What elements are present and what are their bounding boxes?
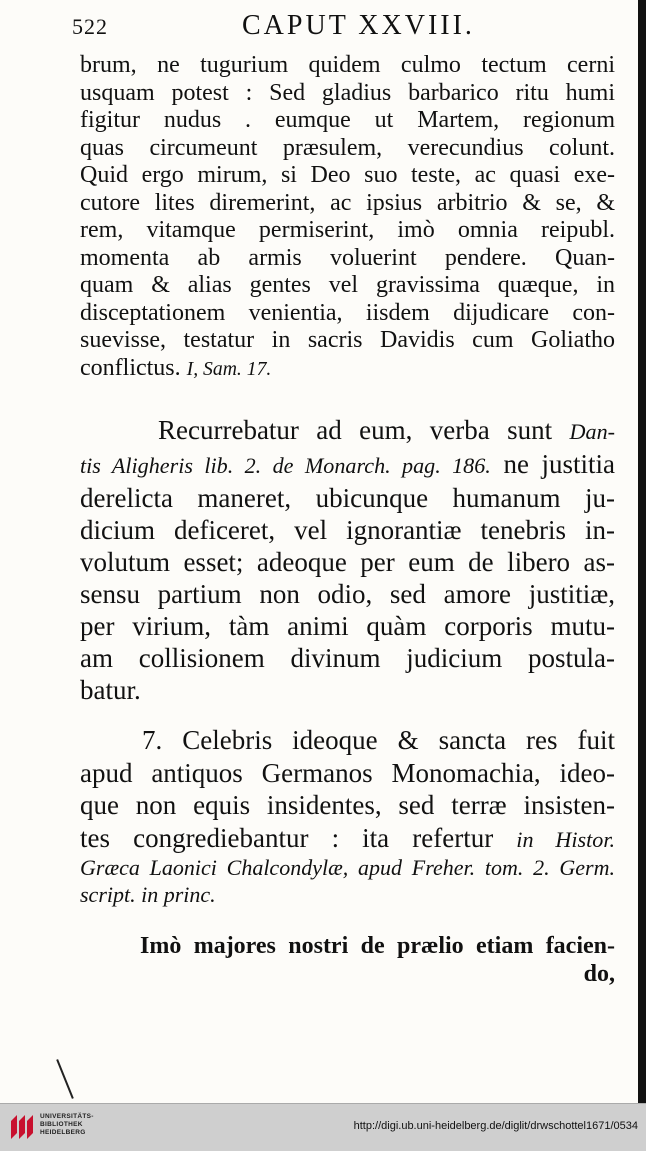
- text-line: Imò majores nostri de prælio etiam facien-: [140, 933, 615, 959]
- text-line: que non equis insidentes, sed terræ insisten-: [80, 790, 615, 820]
- citation-line: script. in princ.: [80, 882, 216, 907]
- page-number: 522: [72, 14, 108, 39]
- footer-bar: [0, 1103, 646, 1151]
- text-line: quas circumeunt præsulem, verecundius colunt.: [80, 134, 615, 161]
- catchword: do,: [583, 961, 615, 987]
- citation: Dan-: [569, 419, 616, 444]
- text-line: cutore lites diremerint, ac ipsius arbitrio & se, &: [80, 189, 615, 216]
- scan-edge-shadow: [638, 0, 646, 1103]
- running-head: CAPUT XXVIII.: [242, 10, 475, 41]
- line-text: conflictus.: [80, 354, 181, 381]
- text-line: [80, 448, 615, 482]
- text-line: dicium deficeret, vel ignorantiæ tenebris in-: [80, 515, 615, 545]
- text-line: quam & alias gentes vel gravissima quæque, in: [80, 272, 615, 298]
- text-line: brum, ne tugurium quidem culmo tectum cerni: [80, 52, 615, 78]
- text-line: figitur nudus . eumque ut Martem, regionum: [80, 107, 615, 133]
- citation: in Histor.: [516, 826, 616, 852]
- paragraph-1: [80, 52, 615, 383]
- permalink-url[interactable]: http://digi.ub.uni-heidelberg.de/diglit/drwschottel1671/0534: [353, 1120, 638, 1132]
- text-line: disceptationem venientia, iisdem dijudicare con-: [80, 299, 615, 326]
- text-line: apud antiquos Germanos Monomachia, ideo-: [80, 757, 615, 788]
- paragraph-3: [80, 724, 615, 856]
- citation-line: Græca Laonici Chalcondylæ, apud Freher. tom. 2. Germ.: [80, 855, 615, 880]
- paragraph-4: [140, 932, 615, 988]
- text-line: 7. Celebris ideoque & sancta res fuit: [142, 725, 615, 755]
- text-line: sensu partium non odio, sed amore justitiæ,: [80, 579, 615, 609]
- text-line: volutum esset; adeoque per eum de libero as-: [80, 547, 615, 577]
- paragraph-3-citation: [80, 854, 615, 908]
- paragraph-2: [80, 414, 615, 706]
- citation: tis Aligheris lib. 2. de Monarch. pag. 186.: [80, 453, 491, 478]
- line-text: tes congrediebantur : ita refertur: [80, 822, 494, 853]
- university-library-logo-icon: [8, 1111, 38, 1143]
- line-text: ne justitia: [503, 449, 616, 479]
- line-text: Recurrebatur ad eum, verba sunt: [158, 415, 553, 445]
- text-line: per virium, tàm animi quàm corporis mutu-: [80, 611, 615, 641]
- ink-stroke: [56, 1059, 74, 1099]
- text-line: momenta ab armis voluerint pendere. Quan-: [80, 244, 615, 271]
- text-line: derelicta maneret, ubicunque humanum ju-: [80, 483, 615, 513]
- text-line: batur.: [80, 675, 141, 705]
- text-line: rem, vitamque permiserint, imò omnia reipubl.: [80, 217, 615, 243]
- text-line: [80, 355, 615, 384]
- citation: I, Sam. 17.: [186, 357, 272, 380]
- text-line: [80, 414, 615, 448]
- text-line: usquam potest : Sed gladius barbarico ritu humi: [80, 79, 615, 106]
- text-line: Quid ergo mirum, si Deo suo teste, ac quasi exe-: [80, 162, 615, 188]
- library-name: UNIVERSITÄTS- BIBLIOTHEK HEIDELBERG: [40, 1113, 94, 1136]
- text-line: suevisse, testatur in sacris Davidis cum Goliatho: [80, 327, 615, 353]
- text-line: am collisionem divinum judicium postula-: [80, 643, 615, 673]
- text-line: [80, 822, 615, 857]
- page-header: [72, 10, 612, 42]
